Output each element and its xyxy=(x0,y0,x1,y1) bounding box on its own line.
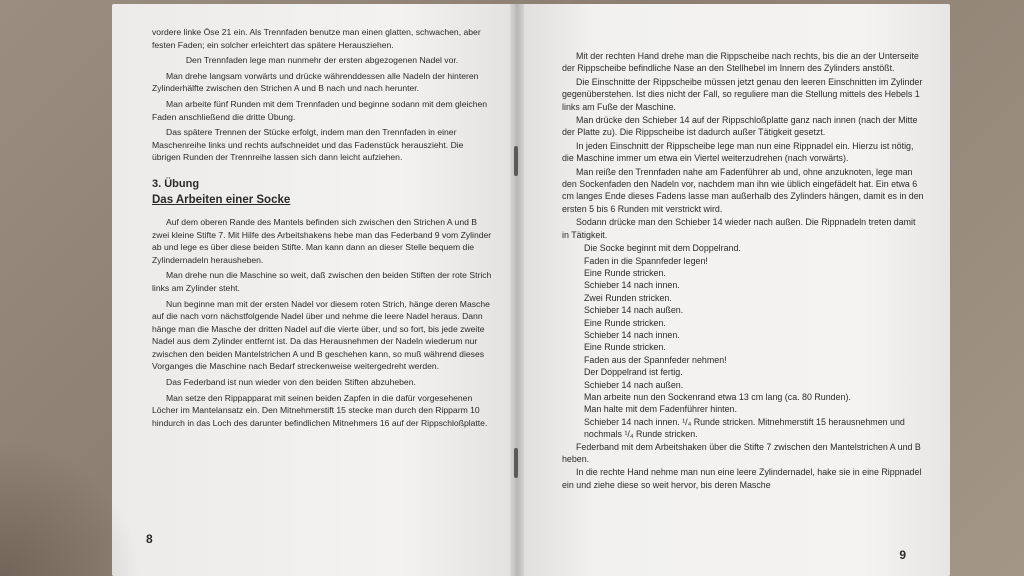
paragraph: Nun beginne man mit der ersten Nadel vor diesem roten Strich, hänge deren Masche auf die nach vorn nächstfolgende Nadel über und nehme die leere Nadel heraus. Dann hänge man die Masche der dritten Nadel auf die vierte über, und so fort, bis jede zweite Nadel aus dem Zylinder entfernt ist. Da das Herausnehmen der Nadeln wiederum nur zwischen den beiden Mantelstrichen A und B geschehen kann, so muß während dieses Vorganges die Maschine nach Bedarf streckenweise weitergedreht werden. xyxy=(152,298,490,372)
section-title: Das Arbeiten einer Socke xyxy=(152,193,291,206)
paragraph: In jeden Einschnitt der Rippscheibe lege man nun eine Rippnadel ein. Hierzu ist nötig, die Maschine immer um etwa ein Viertel weiterzudrehen (nach vorwärts). xyxy=(562,140,914,164)
list-item: Schieber 14 nach innen. xyxy=(584,280,680,291)
paragraph: In die rechte Hand nehme man nun eine leere Zylindernadel, hake sie in eine Rippnadel ein und ziehe diese so weit hervor, bis deren Masche xyxy=(562,467,922,490)
list-item: Faden aus der Spannfeder nehmen! xyxy=(584,354,727,365)
list-item: Eine Runde stricken. xyxy=(584,317,666,328)
paragraph: Sodann drücke man den Schieber 14 wieder nach außen. Die Rippnadeln treten damit in Tätigkeit. xyxy=(562,217,916,240)
paragraph: Das spätere Trennen der Stücke erfolgt, indem man den Trennfaden in einer Maschenreihe links und rechts aufschneidet und das Fadenstück herauszieht. Die übrigen Runden der Trennreihe lassen sich dann leicht aufziehen. xyxy=(152,127,464,163)
paragraph: vordere linke Öse 21 ein. Als Trennfaden benutze man einen glatten, schwachen, aber festen Faden; ein solcher erleichtert das spätere Herausziehen. xyxy=(152,27,481,50)
paragraph: Man drehe langsam vorwärts und drücke währenddessen alle Nadeln der hinteren Zylinderhälfte zwischen den Strichen A und B nach und nach herunter. xyxy=(152,70,479,94)
paragraph: Man reiße den Trennfaden nahe am Fadenführer ab und, ohne anzuknoten, lege man den Sockenfaden den Nadeln vor, nachdem man ihn wie üblich eingefädelt hat. Ein etwa 6 cm langes Ende dieses Fadens lasse man außerhalb des Zylinders hängen, damit es in den ersten 5 bis 6 Runden mit verstrickt wird. xyxy=(562,166,924,214)
page-number-right: 9 xyxy=(899,548,906,562)
list-item: Die Socke beginnt mit dem Doppelrand. xyxy=(584,243,741,254)
staple xyxy=(514,146,518,176)
paragraph: Man setze den Rippapparat mit seinen beiden Zapfen in die dafür vorgesehenen Löcher im Mantelansatz ein. Den Mitnehmerstift 15 stecke man durch den Ripparm 10 hindurch in das Loch des darunter befindlichen Mitnehmers 16 auf der Rippschloßplatte. xyxy=(152,392,488,428)
list-item: Zwei Runden stricken. xyxy=(584,292,672,303)
list-item: Faden in die Spannfeder legen! xyxy=(584,255,708,266)
staple xyxy=(514,448,518,478)
page-number-left: 8 xyxy=(146,532,153,546)
list-item: Man halte mit dem Fadenführer hinten. xyxy=(584,404,737,415)
list-item: Der Doppelrand ist fertig. xyxy=(584,367,683,378)
instruction-list xyxy=(584,242,924,441)
paragraph: Die Einschnitte der Rippscheibe müssen jetzt genau den leeren Einschnitten im Zylinder gegenüberstehen. Ist dies nicht der Fall, so reguliere man die Stellung mittels des Hebels 1 links am Fuße der Maschine. xyxy=(562,76,923,112)
list-item: Eine Runde stricken. xyxy=(584,267,666,278)
paragraph: Federband mit dem Arbeitshaken über die Stifte 7 zwischen den Mantelstrichen A und B heben. xyxy=(562,441,921,464)
list-item: Schieber 14 nach innen. ¹/₄ Runde stricken. Mitnehmerstift 15 herausnehmen und nochmals ¹/₄ Runde stricken. xyxy=(584,416,905,440)
open-booklet xyxy=(112,0,950,576)
list-item: Eine Runde stricken. xyxy=(584,342,666,353)
list-item: Schieber 14 nach innen. xyxy=(584,329,680,340)
section-number: 3. Übung xyxy=(152,177,200,190)
paragraph: Das Federband ist nun wieder von den beiden Stiften abzuheben. xyxy=(166,377,416,388)
list-item: Man arbeite nun den Sockenrand etwa 13 cm lang (ca. 80 Runden). xyxy=(584,391,851,402)
paragraph: Mit der rechten Hand drehe man die Rippscheibe nach rechts, bis die an der Unterseite der Rippscheibe befindliche Nase an den Stellhebel im Innern des Zylinders anstößt. xyxy=(562,51,919,74)
booklet-spine xyxy=(510,4,524,576)
paragraph: Den Trennfaden lege man nunmehr der ersten abgezogenen Nadel vor. xyxy=(185,55,459,66)
right-page xyxy=(516,4,950,576)
left-page xyxy=(112,4,520,576)
paragraph: Man drücke den Schieber 14 auf der Rippschloßplatte ganz nach innen (nach der Mitte der Platte zu). Die Rippscheibe ist dadurch außer Tätigkeit gesetzt. xyxy=(562,115,918,138)
list-item: Schieber 14 nach außen. xyxy=(584,379,684,390)
paragraph: Man drehe nun die Maschine so weit, daß zwischen den beiden Stiften der rote Strich links am Zylinder steht. xyxy=(152,270,492,293)
list-item: Schieber 14 nach außen. xyxy=(584,305,684,316)
paragraph: Man arbeite fünf Runden mit dem Trennfaden und beginne sodann mit dem gleichen Faden anschließend die dritte Übung. xyxy=(152,98,488,122)
paragraph: Auf dem oberen Rande des Mantels befinden sich zwischen den Strichen A und B zwei kleine Stifte 7. Mit Hilfe des Arbeitshakens hebe man das Federband 9 vom Zylinder ab und lege es über diese beiden Stifte. Man kann dann an dieser Stelle bequem die Zylindernadeln herausheben. xyxy=(152,216,492,265)
